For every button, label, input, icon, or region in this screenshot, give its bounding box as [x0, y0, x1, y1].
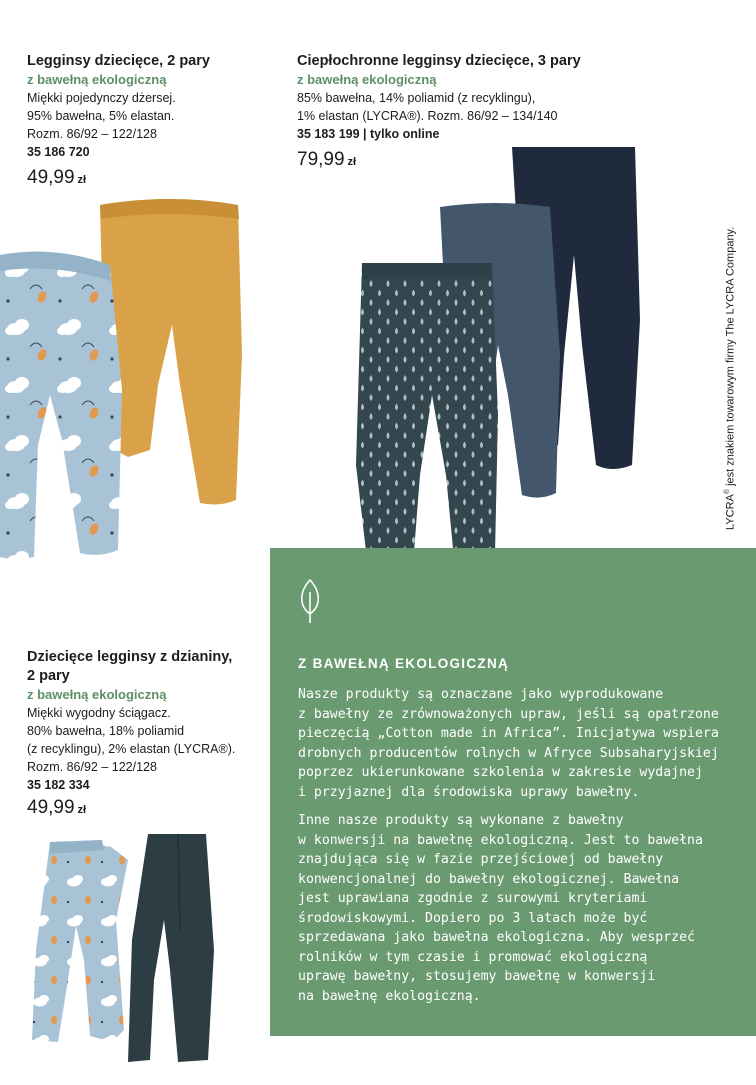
product-card-legginsy-dzianina — [27, 648, 267, 822]
product-desc-line: (z recyklingu), 2% elastan (LYCRA®). — [27, 742, 236, 756]
mustard-leggings — [100, 199, 242, 504]
product-image-legginsy-dzianina — [28, 830, 223, 1065]
product-image-legginsy-3-pary — [347, 145, 650, 610]
product-desc-line: 85% bawełna, 14% poliamid (z recyklingu), — [297, 91, 536, 105]
product-title: Ciepłochronne legginsy dziecięce, 3 pary — [297, 53, 581, 69]
product-subtitle: z bawełną ekologiczną — [27, 687, 167, 702]
product-title: Legginsy dziecięce, 2 pary — [27, 53, 210, 69]
product-image-legginsy-2-pary — [0, 195, 250, 565]
product-desc-line: Rozm. 86/92 – 122/128 — [27, 127, 157, 141]
product-code: 35 182 334 — [27, 778, 90, 792]
price-value: 49,99 — [27, 797, 75, 818]
leaf-icon — [298, 578, 322, 624]
product-card-legginsy-2-pary — [27, 52, 267, 192]
product-price — [27, 796, 267, 822]
product-desc-line: 1% elastan (LYCRA®). Rozm. 86/92 – 134/140 — [297, 109, 558, 123]
trademark-brand: LYCRA — [724, 494, 737, 530]
product-desc-line: Rozm. 86/92 – 122/128 — [27, 760, 157, 774]
price-value: 79,99 — [297, 149, 345, 170]
price-currency: zł — [77, 804, 87, 816]
product-subtitle: z bawełną ekologiczną — [297, 72, 437, 87]
lycra-trademark-note — [721, 227, 738, 530]
product-code: 35 186 720 — [27, 145, 90, 159]
product-desc-line: 95% bawełna, 5% elastan. — [27, 109, 175, 123]
product-desc-line: Miękki pojedynczy dżersej. — [27, 91, 176, 105]
dark-knit-leggings — [128, 834, 214, 1062]
product-title-line: 2 pary — [27, 668, 70, 684]
eco-title: Z BAWEŁNĄ EKOLOGICZNĄ — [298, 656, 510, 671]
cloud-print-leggings — [0, 252, 122, 559]
product-subtitle: z bawełną ekologiczną — [27, 72, 167, 87]
product-title-line: Dziecięce legginsy z dzianiny, — [27, 649, 233, 665]
registered-mark: ® — [724, 488, 731, 495]
price-currency: zł — [77, 174, 87, 186]
product-desc-line: 80% bawełna, 18% poliamid — [27, 724, 185, 738]
eco-cotton-info-box — [270, 548, 756, 1036]
price-value: 49,99 — [27, 167, 75, 188]
product-code: 35 183 199 | tylko online — [297, 127, 440, 141]
price-currency: zł — [347, 156, 357, 168]
eco-paragraph: Inne nasze produkty są wykonane z bawełny w konwersji na bawełnę ekologiczną. Jest to bawełna znajdująca się w fazie przejściowej od bawełny konwencjonalnej do bawełny ekologicznej. Bawełna jest uprawiana zgodnie z surowymi kryteriami środowiskowymi. Dopiero po 3 latach może być sprzedawana jako bawełna ekologiczna. Aby wesprzeć rolników w tym czasie i promować ekologiczną uprawę bawełny, stosujemy bawełnę w konwersji na bawełnę ekologiczną. — [298, 813, 703, 1004]
light-blue-knit-leggings — [32, 840, 128, 1042]
product-desc-line: Miękki wygodny ściągacz. — [27, 706, 171, 720]
eco-paragraph: Nasze produkty są oznaczane jako wyprodukowane z bawełny ze zrównoważonych upraw, jeśli są opatrzone pieczęcią „Cotton made in Africa”. Inicjatywa wspiera drobnych producentów rolnych w Afryce Subsaharyjskiej poprzez ukierunkowane szkolenia w zakresie wydajnej i przyjaznej dla środowiska uprawy bawełny. — [298, 687, 719, 800]
product-price — [27, 166, 267, 192]
trademark-text: jest znakiem towarowym firmy The LYCRA Company. — [724, 226, 737, 489]
